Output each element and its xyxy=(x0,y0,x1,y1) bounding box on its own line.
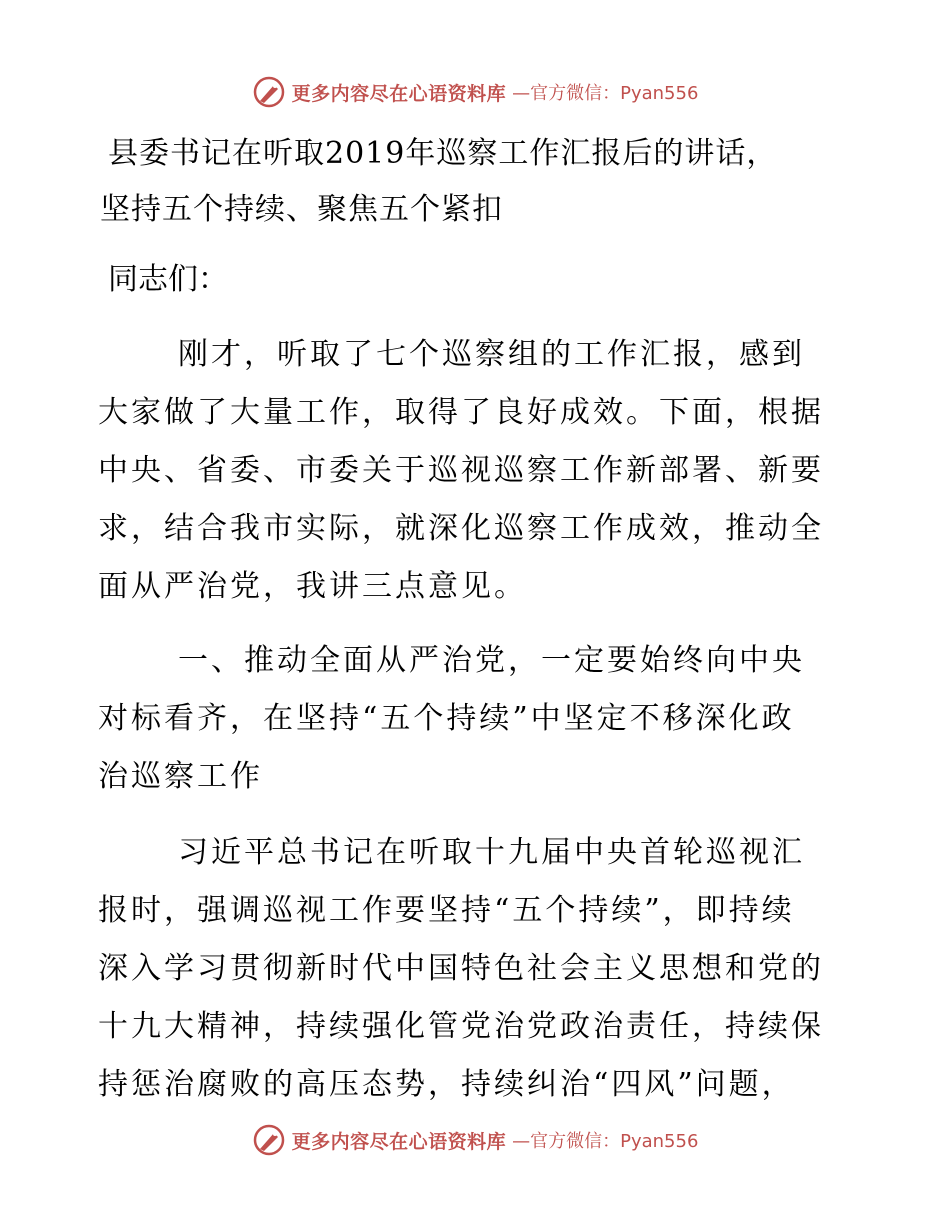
title-line-2: 坚持五个持续、聚焦五个紧扣 xyxy=(100,192,503,227)
paragraph-line: 中央、省委、市委关于巡视巡察工作新部署、新要 xyxy=(98,453,824,488)
salutation: 同志们： xyxy=(108,262,228,297)
paragraph-line: 习近平总书记在听取十九届中央首轮巡视汇 xyxy=(178,835,805,870)
paragraph-line: 求，结合我市实际，就深化巡察工作成效，推动全 xyxy=(98,511,824,546)
document-title xyxy=(100,126,860,238)
heading-line: 治巡察工作 xyxy=(98,759,263,794)
pen-nib-logo-icon xyxy=(252,1123,286,1157)
paragraph-line: 深入学习贯彻新时代中国特色社会主义思想和党的 xyxy=(98,951,824,986)
header-banner xyxy=(0,72,950,112)
heading-line: 一、推动全面从严治党，一定要始终向中央 xyxy=(178,643,805,678)
paragraph-line: 刚才，听取了七个巡察组的工作汇报，感到 xyxy=(178,337,805,372)
heading-line: 对标看齐，在坚持“五个持续”中坚定不移深化政 xyxy=(98,701,795,736)
paragraph-line: 十九大精神，持续强化管党治党政治责任，持续保 xyxy=(98,1009,824,1044)
footer-banner-text: 更多内容尽在心语资料库 xyxy=(291,1130,507,1153)
paragraph-1 xyxy=(98,326,858,616)
paragraph-2 xyxy=(98,824,858,1114)
paragraph-line: 持惩治腐败的高压态势，持续纠治“四风”问题， xyxy=(98,1067,795,1102)
footer-banner-suffix: —官方微信：Pyan556 xyxy=(512,1131,699,1152)
title-line-1: 县委书记在听取2019年巡察工作汇报后的讲话， xyxy=(108,136,778,171)
header-banner-text: 更多内容尽在心语资料库 xyxy=(291,82,507,105)
section-heading-1 xyxy=(98,632,858,806)
paragraph-line: 面从严治党，我讲三点意见。 xyxy=(98,569,527,604)
footer-banner xyxy=(0,1120,950,1160)
paragraph-line: 大家做了大量工作，取得了良好成效。下面，根据 xyxy=(98,395,824,430)
paragraph-line: 报时，强调巡视工作要坚持“五个持续”，即持续 xyxy=(98,893,795,928)
pen-nib-logo-icon xyxy=(252,75,286,109)
header-banner-suffix: —官方微信：Pyan556 xyxy=(512,83,699,104)
